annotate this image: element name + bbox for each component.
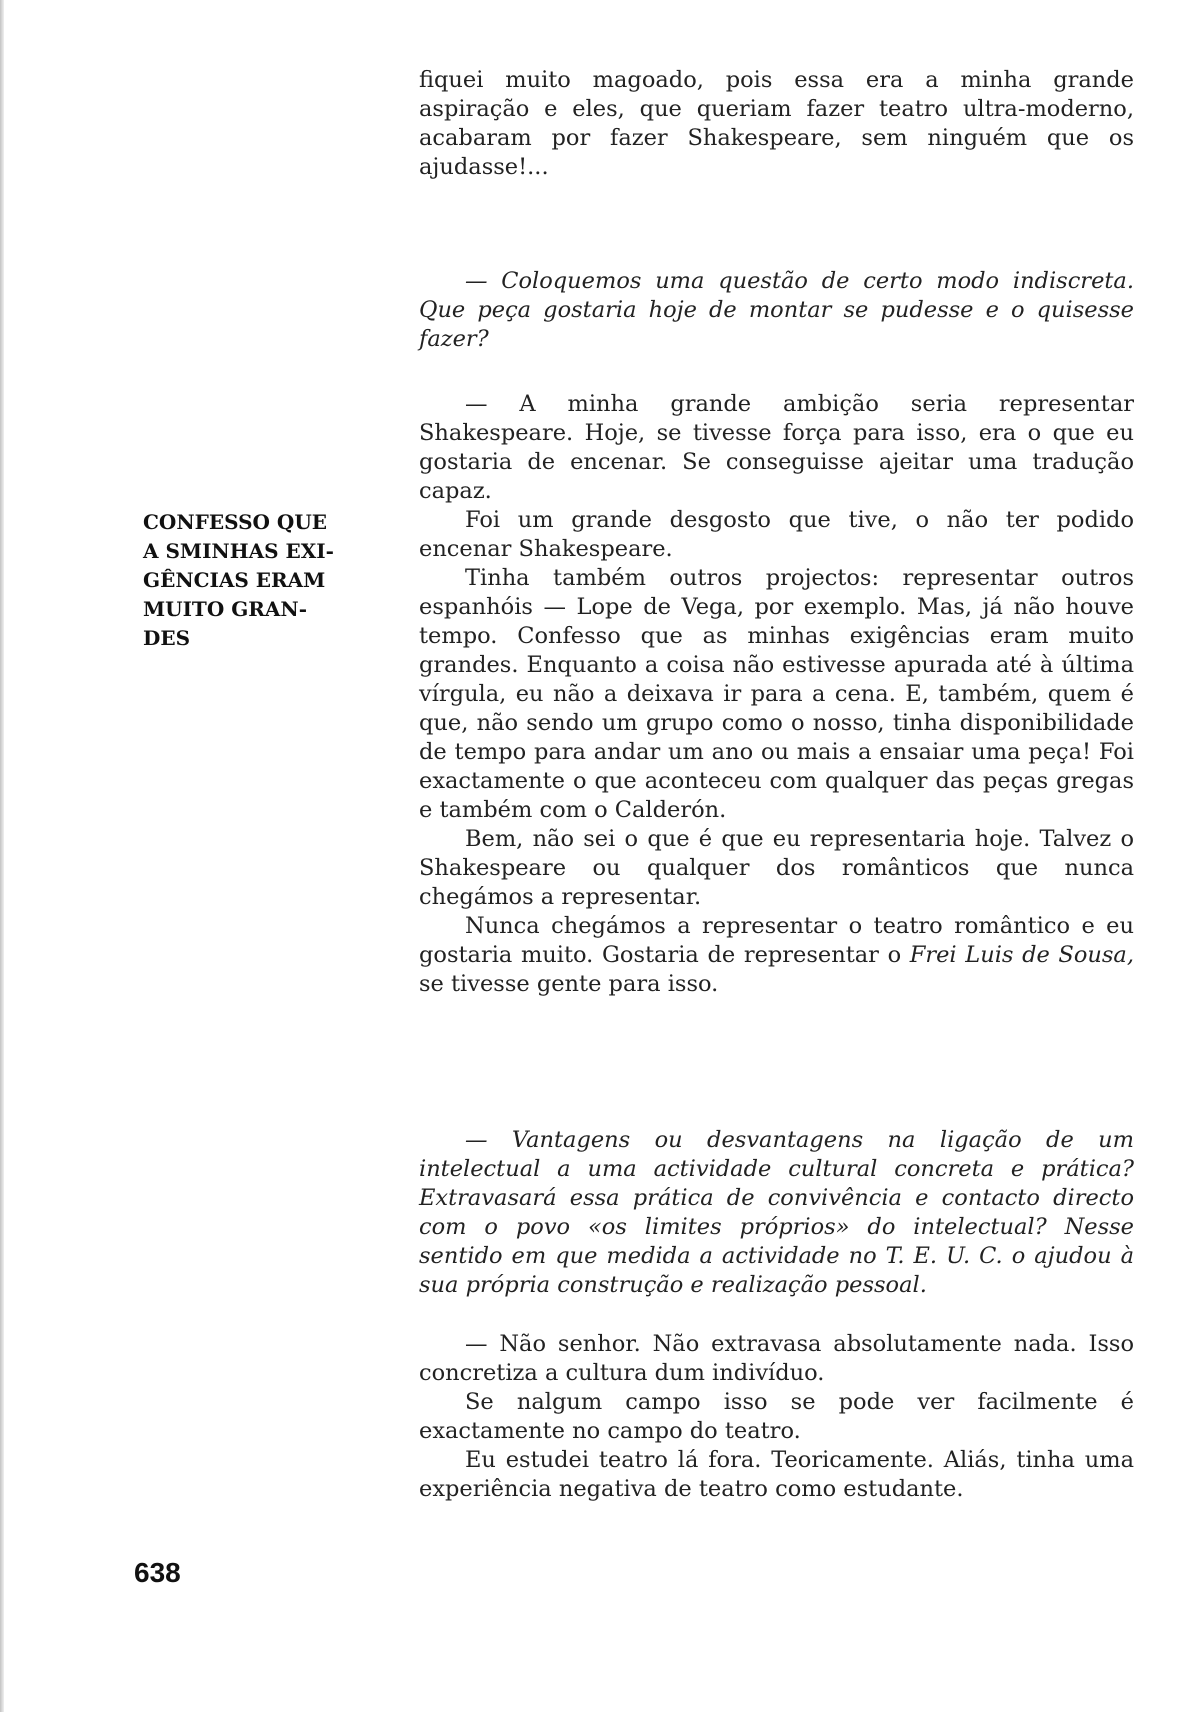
pull-quote-line: DES	[143, 626, 191, 650]
page-number: 638	[134, 1557, 181, 1588]
paragraph	[419, 912, 1134, 999]
paragraph: Tinha também outros projectos: representar outros espanhóis — Lope de Vega, por exemplo. Mas, já não houve tempo. Confesso que as minhas exigências eram muito grandes. Enquanto a coisa não estivesse apurada até à última vírgula, eu não a deixava ir para a cena. E, também, quem é que, não sendo um grupo como o nosso, tinha disponibilidade de tempo para andar um ano ou mais a ensaiar uma peça! Foi exactamente o que aconteceu com qualquer das peças gregas e também com o Calderón.	[419, 565, 1134, 823]
pull-quote-line: CONFESSO QUE	[143, 510, 328, 534]
paragraph-text: Nunca chegámos a representar o teatro romântico e eu gostaria muito. Gostaria de representar o	[419, 913, 1134, 968]
question-text: — Coloquemos uma questão de certo modo indiscreta. Que peça gostaria hoje de montar se pudesse e o quisesse fazer?	[419, 268, 1134, 352]
pull-quote-line: MUITO GRAN-	[143, 597, 308, 621]
paragraph: Bem, não sei o que é que eu representaria hoje. Talvez o Shakespeare ou qualquer dos românticos que nunca chegámos a representar.	[419, 826, 1134, 910]
paragraph: — A minha grande ambição seria representar Shakespeare. Hoje, se tivesse força para isso, era o que eu gostaria de encenar. Se conseguisse ajeitar uma tradução capaz.	[419, 391, 1134, 504]
paragraph: Se nalgum campo isso se pode ver facilmente é exactamente no campo do teatro.	[419, 1389, 1134, 1444]
pull-quote-line: GÊNCIAS ERAM	[143, 568, 326, 592]
margin-pull-quote	[143, 508, 348, 653]
answer-block-2	[419, 1330, 1134, 1504]
paragraph: — Não senhor. Não extravasa absolutamente nada. Isso concretiza a cultura dum indivíduo.	[419, 1331, 1134, 1386]
interview-question-2	[419, 1126, 1134, 1300]
scan-edge	[0, 0, 4, 1712]
answer-block-1	[419, 390, 1134, 999]
paragraph-text: se tivesse gente para isso.	[419, 971, 719, 997]
question-text: — Vantagens ou desvantagens na ligação de um intelectual a uma actividade cultural concreta e prática? Extravasará essa prática de convivência e contacto directo com o povo «os limites próprios» do intelectual? Nesse sentido em que medida a actividade no T. E. U. C. o ajudou à sua própria construção e realização pessoal.	[419, 1127, 1134, 1298]
pull-quote-line: A SMINHAS EXI-	[143, 539, 334, 563]
paragraph: Eu estudei teatro lá fora. Teoricamente. Aliás, tinha uma experiência negativa de teatro como estudante.	[419, 1447, 1134, 1502]
paragraph: Foi um grande desgosto que tive, o não ter podido encenar Shakespeare.	[419, 507, 1134, 562]
paragraph: fiquei muito magoado, pois essa era a minha grande aspiração e eles, que queriam fazer teatro ultra-moderno, acabaram por fazer Shakespeare, sem ninguém que os ajudasse!...	[419, 67, 1134, 180]
work-title: Frei Luis de Sousa,	[909, 942, 1134, 968]
interview-question-1	[419, 267, 1134, 354]
text-block-1	[419, 66, 1134, 182]
